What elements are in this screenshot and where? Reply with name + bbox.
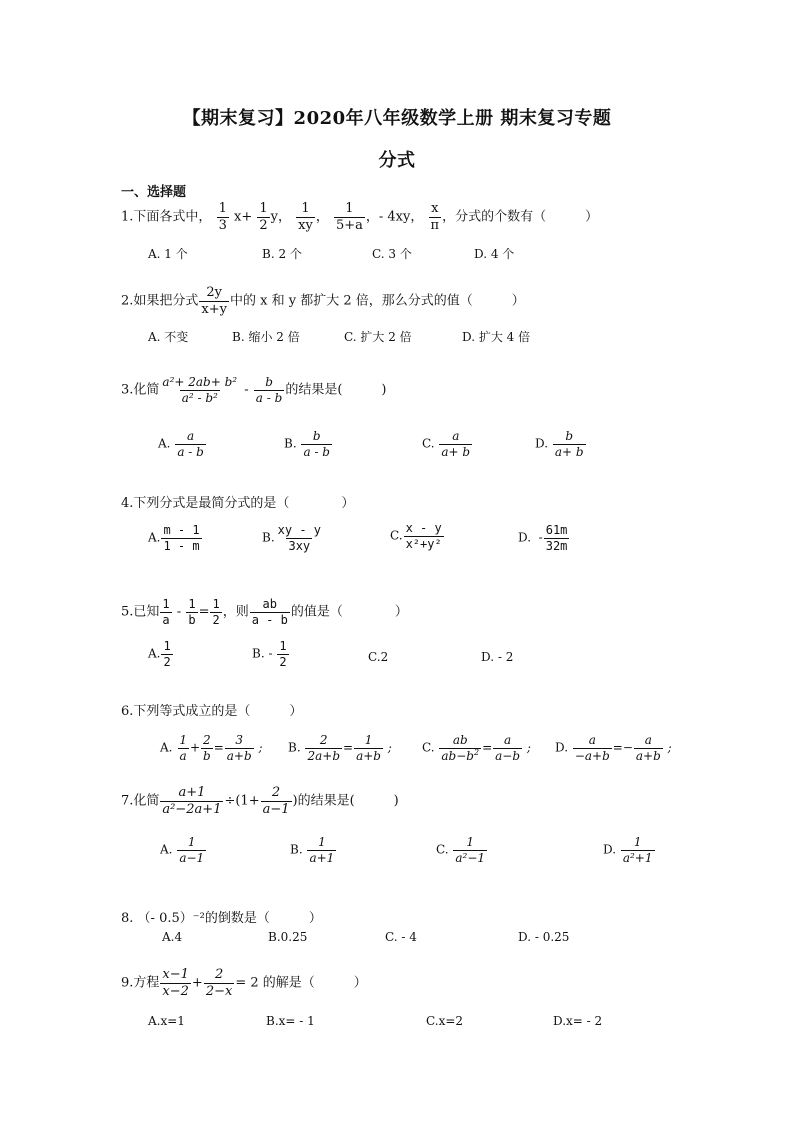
question-3: 3.化简 $\frac{\text{a²+ 2ab+ b²}}{\text{a² - b²}}$ - $\frac{b}{a - b}$ 的结果是( ) — [121, 375, 387, 405]
option-a: A. 不变 — [148, 330, 189, 344]
question-1: 1.下面各式中， $\frac{1}{3}$ x+ $\frac{1}{2}$ y， $\frac{1}{xy}$ ， $\frac{1}{5+a}$ ，- 4xy， $\frac{x}{\pi}$ ，分式的个数有（ ） — [121, 201, 599, 233]
option-d: D. $\frac{1}{\text{a²+1}}$ — [603, 835, 653, 865]
option-d: D. 扩大 4 倍 — [462, 330, 531, 344]
section-label: 一、选择题 — [121, 185, 187, 200]
option-b: B. 2 个 — [262, 247, 302, 261]
option-a: A.4 — [162, 930, 183, 944]
option-d: D. 4 个 — [474, 247, 515, 261]
option-c: C.x=2 — [426, 1014, 464, 1028]
question-number: 1. — [121, 209, 134, 225]
fraction: $\frac{b}{a - b}$ — [255, 375, 283, 405]
option-b: B. $\frac{b}{a - b}$ — [284, 429, 330, 459]
page-title: 【期末复习】2020年八年级数学上册 期末复习专题 — [182, 108, 612, 129]
option-c: C. $\frac{ab}{ab-b^2}$ = $\frac{a}{a-b}$ ; — [422, 733, 531, 763]
question-text: 下面各式中， — [133, 209, 212, 225]
option-a: A. $\frac{a}{a - b}$ — [158, 429, 204, 459]
option-d: D. $\frac{a}{-a+b}$ =− $\frac{a}{a+b}$ ; — [555, 733, 672, 763]
option-a: A. 1 个 — [148, 247, 188, 261]
option-c: C.2 — [368, 650, 389, 664]
option-d: D. $\frac{b}{a+ b}$ — [535, 429, 584, 459]
fraction: $\frac{1}{xy}$ — [298, 201, 313, 233]
question-2: 2.如果把分式 $\frac{2y}{x+y}$ 中的 x 和 y 都扩大 2 倍，那么分式的值（ ） — [121, 285, 525, 317]
option-b: B. - $\frac{1}{2}$ — [252, 639, 287, 669]
option-d: D. - 2 — [481, 650, 514, 664]
question-6: 6.下列等式成立的是（ ） — [121, 704, 303, 719]
option-b: B.0.25 — [268, 930, 308, 944]
option-b: B.x= - 1 — [266, 1014, 315, 1028]
option-a: A. $\frac{1}{2}$ — [148, 639, 171, 669]
option-c: C. - 4 — [385, 930, 417, 944]
fraction: $\frac{\text{a²+ 2ab+ b²}}{\text{a² - b²}}$ — [162, 375, 238, 405]
question-9: 9.方程 $\frac{x-1}{x-2}$ + $\frac{2}{2-x}$ = 2 的解是（ ） — [121, 967, 367, 999]
option-a: A. $\frac{1}{a}$ + $\frac{2}{b}$ = $\frac{3}{a+b}$ ; — [160, 733, 263, 763]
fraction: $\frac{1}{2}$ — [259, 201, 268, 233]
option-b: B. 缩小 2 倍 — [232, 330, 300, 344]
option-d: D.x= - 2 — [553, 1014, 603, 1028]
option-a: A. $\frac{m - 1}{1 - m}$ — [148, 523, 200, 553]
option-a: A.x=1 — [148, 1014, 185, 1028]
option-c: C. 扩大 2 倍 — [344, 330, 412, 344]
fraction: $\frac{x}{\pi}$ — [430, 201, 440, 233]
question-8: 8. （- 0.5）⁻²的倒数是（ ） — [121, 911, 322, 926]
option-d: D. - 0.25 — [518, 930, 570, 944]
option-c: C. 3 个 — [372, 247, 412, 261]
fraction: $\frac{1}{3}$ — [218, 201, 227, 233]
page-subtitle: 分式 — [378, 150, 416, 171]
option-a: A. $\frac{1}{a-1}$ — [160, 835, 205, 865]
option-c: C. $\frac{1}{\text{a²−1}}$ — [436, 835, 486, 865]
option-b: B. $\frac{1}{a+1}$ — [290, 835, 335, 865]
question-5: 5.已知 $\frac{1}{a}$ - $\frac{1}{b}$ = $\frac{1}{2}$ ，则 $\frac{ab}{a - b}$ 的值是（ ） — [121, 597, 408, 627]
option-b: B. $\frac{2}{2a+b}$ = $\frac{1}{a+b}$ ; — [288, 733, 392, 763]
option-d: D. - $\frac{61m}{32m}$ — [518, 523, 568, 553]
option-b: B. $\frac{xy - y}{3xy}$ — [262, 523, 321, 553]
fraction: $\frac{1}{5+a}$ — [335, 201, 363, 233]
option-c: C. $\frac{x - y}{\text{x²+y²}}$ — [390, 521, 442, 551]
option-c: C. $\frac{a}{a+ b}$ — [422, 429, 471, 459]
question-4: 4.下列分式是最简分式的是（ ） — [121, 496, 355, 511]
question-7: 7.化简 $\frac{a+1}{\text{a²−2a+1}}$ ÷(1+ $\frac{2}{a-1}$ )的结果是( ) — [121, 785, 399, 817]
fraction: $\frac{2y}{x+y}$ — [201, 285, 227, 317]
